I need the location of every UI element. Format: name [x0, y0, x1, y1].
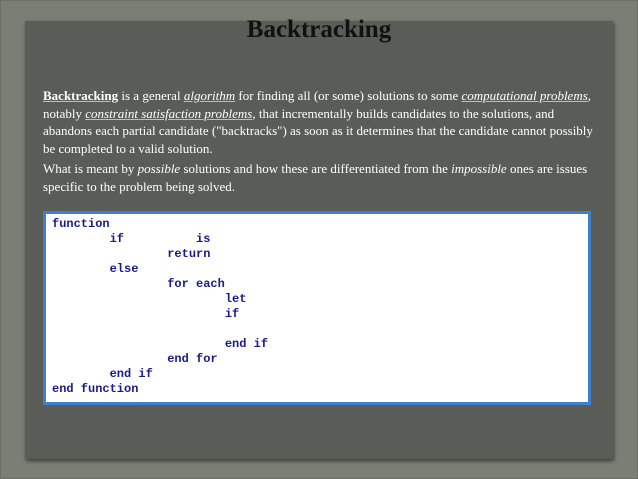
code-line: if is [52, 232, 211, 246]
code-line: return [52, 247, 211, 261]
code-line: end if [52, 337, 269, 351]
para2-text-a: What is meant by [43, 161, 138, 176]
definition-paragraph [43, 87, 593, 157]
em-impossible: impossible [451, 161, 507, 176]
code-line: if [52, 307, 240, 321]
code-line: function [52, 217, 110, 231]
link-computational-problems[interactable]: computational problems [461, 88, 588, 103]
code-line: end for [52, 352, 218, 366]
code-line: let [52, 292, 247, 306]
para1-text-b: for finding all (or some) solutions to some [235, 88, 462, 103]
pseudocode-box [43, 211, 591, 405]
code-line: end if [52, 367, 153, 381]
para1-text-c: , notably [43, 88, 592, 121]
link-constraint-satisfaction-problems[interactable]: constraint satisfaction problems [85, 105, 253, 121]
para1-text-a: is a general [118, 88, 184, 103]
possible-solutions-paragraph [43, 160, 593, 195]
para1-text-d: , that incrementally builds candidates to the solutions, and abandons each partial candidate ("backtracks") as soon as it determines that the candidate cannot possibly be completed to a valid solution. [43, 105, 593, 156]
link-algorithm[interactable]: algorithm [183, 88, 236, 103]
link-backtracking[interactable]: Backtracking [43, 88, 119, 103]
para2-text-b: solutions and how these are differentiated from the [180, 161, 452, 176]
para2-text-c: ones are issues specific to the problem being solved. [43, 161, 588, 194]
code-line: end function [52, 382, 139, 396]
code-line: for each [52, 277, 225, 291]
em-possible: possible [137, 161, 181, 176]
code-line: else [52, 262, 139, 276]
slide-title: Backtracking [246, 16, 392, 43]
